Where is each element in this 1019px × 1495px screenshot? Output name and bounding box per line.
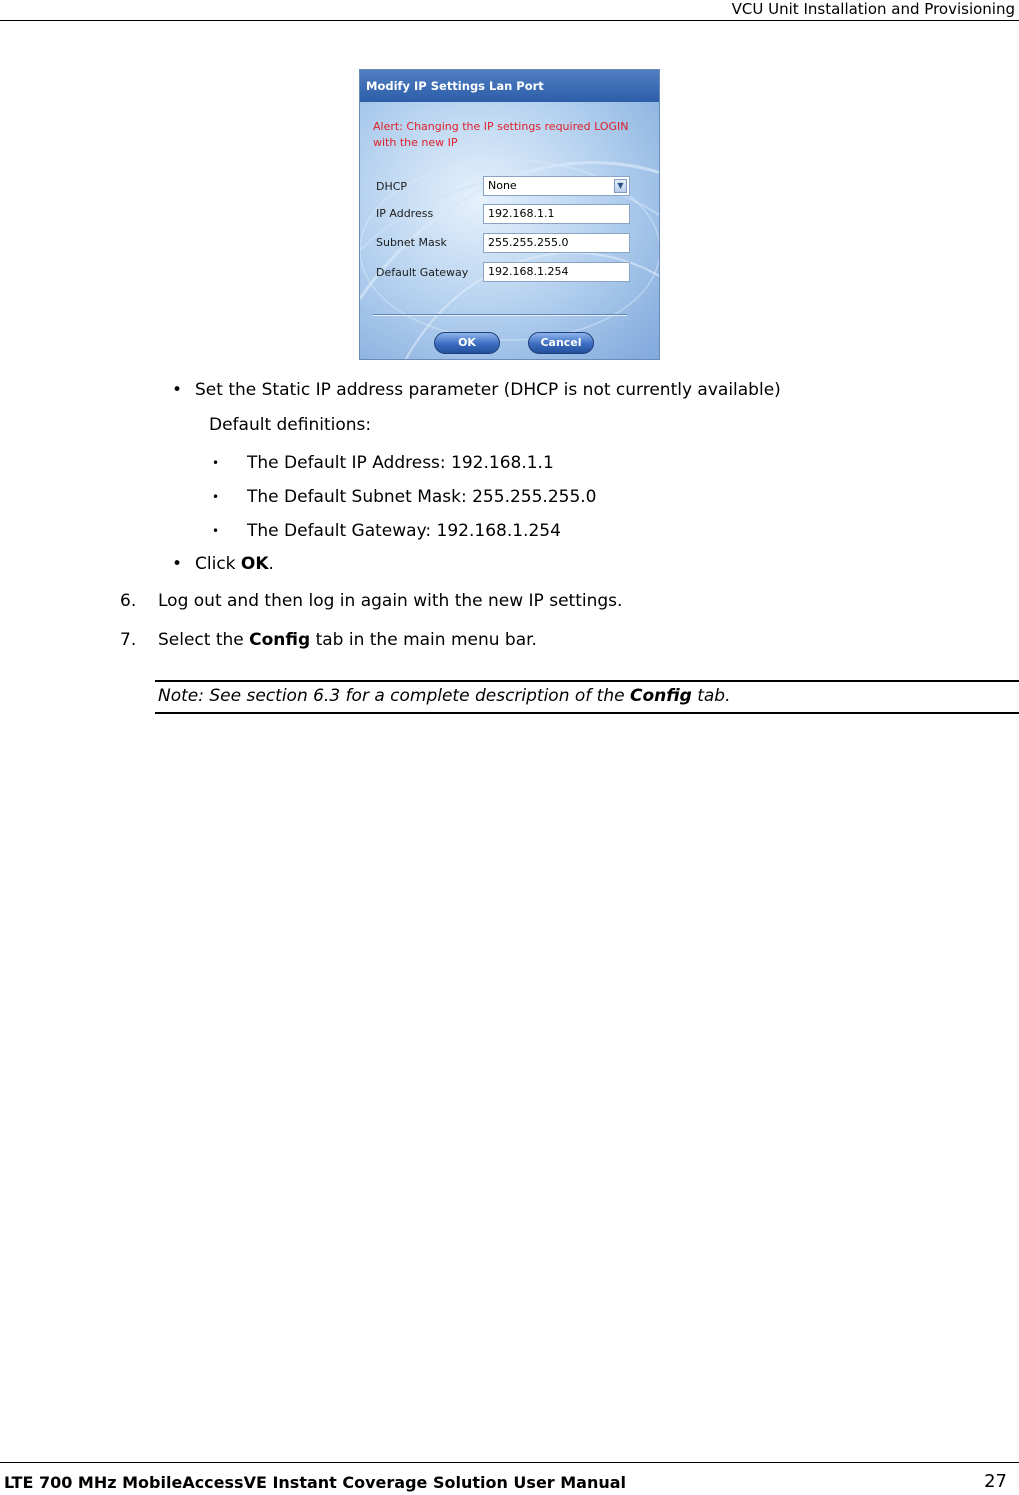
step-6-text: Log out and then log in again with the new IP settings. bbox=[158, 591, 623, 611]
note-prefix: Note: See section 6.3 for a complete description of the bbox=[158, 686, 630, 706]
step-7-number: 7. bbox=[120, 630, 137, 650]
subnet-mask-label: Subnet Mask bbox=[376, 236, 447, 249]
bullet-static-ip: Set the Static IP address parameter (DHCP is not currently available) bbox=[195, 380, 781, 400]
click-ok-bold: OK bbox=[240, 554, 269, 574]
step-7-text bbox=[158, 629, 537, 651]
dialog-titlebar bbox=[360, 70, 659, 102]
note-suffix: tab. bbox=[691, 686, 731, 706]
ip-address-input[interactable]: 192.168.1.1 bbox=[483, 204, 630, 224]
note-bold: Config bbox=[629, 686, 692, 706]
step-7-bold: Config bbox=[249, 630, 311, 650]
note-box bbox=[155, 680, 1019, 714]
default-gateway-item: The Default Gateway: 192.168.1.254 bbox=[247, 521, 561, 541]
bullet-marker: • bbox=[212, 456, 220, 470]
dialog-separator bbox=[373, 314, 627, 316]
defaults-heading: Default definitions: bbox=[209, 415, 372, 435]
dhcp-select-value: None bbox=[488, 179, 517, 192]
bullet-marker: • bbox=[172, 380, 183, 400]
click-ok-instruction bbox=[195, 553, 274, 575]
default-ip-item: The Default IP Address: 192.168.1.1 bbox=[247, 453, 554, 473]
alert-message: Alert: Changing the IP settings required LOGIN with the new IP bbox=[373, 120, 629, 149]
modify-ip-settings-dialog bbox=[359, 69, 660, 360]
cancel-button[interactable]: Cancel bbox=[528, 332, 594, 354]
default-gateway-label: Default Gateway bbox=[376, 266, 469, 279]
click-suffix: . bbox=[268, 554, 274, 574]
step-6-number: 6. bbox=[120, 591, 137, 611]
default-subnet-item: The Default Subnet Mask: 255.255.255.0 bbox=[247, 487, 597, 507]
note-text bbox=[158, 685, 730, 707]
subnet-mask-input[interactable]: 255.255.255.0 bbox=[483, 233, 630, 253]
page-header bbox=[0, 0, 1019, 21]
bullet-marker: • bbox=[172, 554, 183, 574]
ok-button[interactable]: OK bbox=[434, 332, 500, 354]
ip-address-label: IP Address bbox=[376, 207, 434, 220]
step-7-prefix: Select the bbox=[158, 630, 250, 650]
dhcp-select[interactable] bbox=[483, 176, 630, 196]
step-7-suffix: tab in the main menu bar. bbox=[310, 630, 537, 650]
footer-title: LTE 700 MHz MobileAccessVE Instant Coverage Solution User Manual bbox=[4, 1473, 627, 1492]
bullet-marker: • bbox=[212, 524, 220, 538]
click-prefix: Click bbox=[195, 554, 241, 574]
dialog-title: Modify IP Settings Lan Port bbox=[366, 79, 544, 93]
page-footer bbox=[0, 1462, 1019, 1495]
header-title: VCU Unit Installation and Provisioning bbox=[731, 0, 1015, 18]
chevron-down-icon[interactable]: ▼ bbox=[614, 179, 627, 193]
bullet-marker: • bbox=[212, 490, 220, 504]
default-gateway-input[interactable]: 192.168.1.254 bbox=[483, 262, 630, 282]
dhcp-label: DHCP bbox=[376, 180, 408, 193]
page-number: 27 bbox=[984, 1471, 1007, 1492]
